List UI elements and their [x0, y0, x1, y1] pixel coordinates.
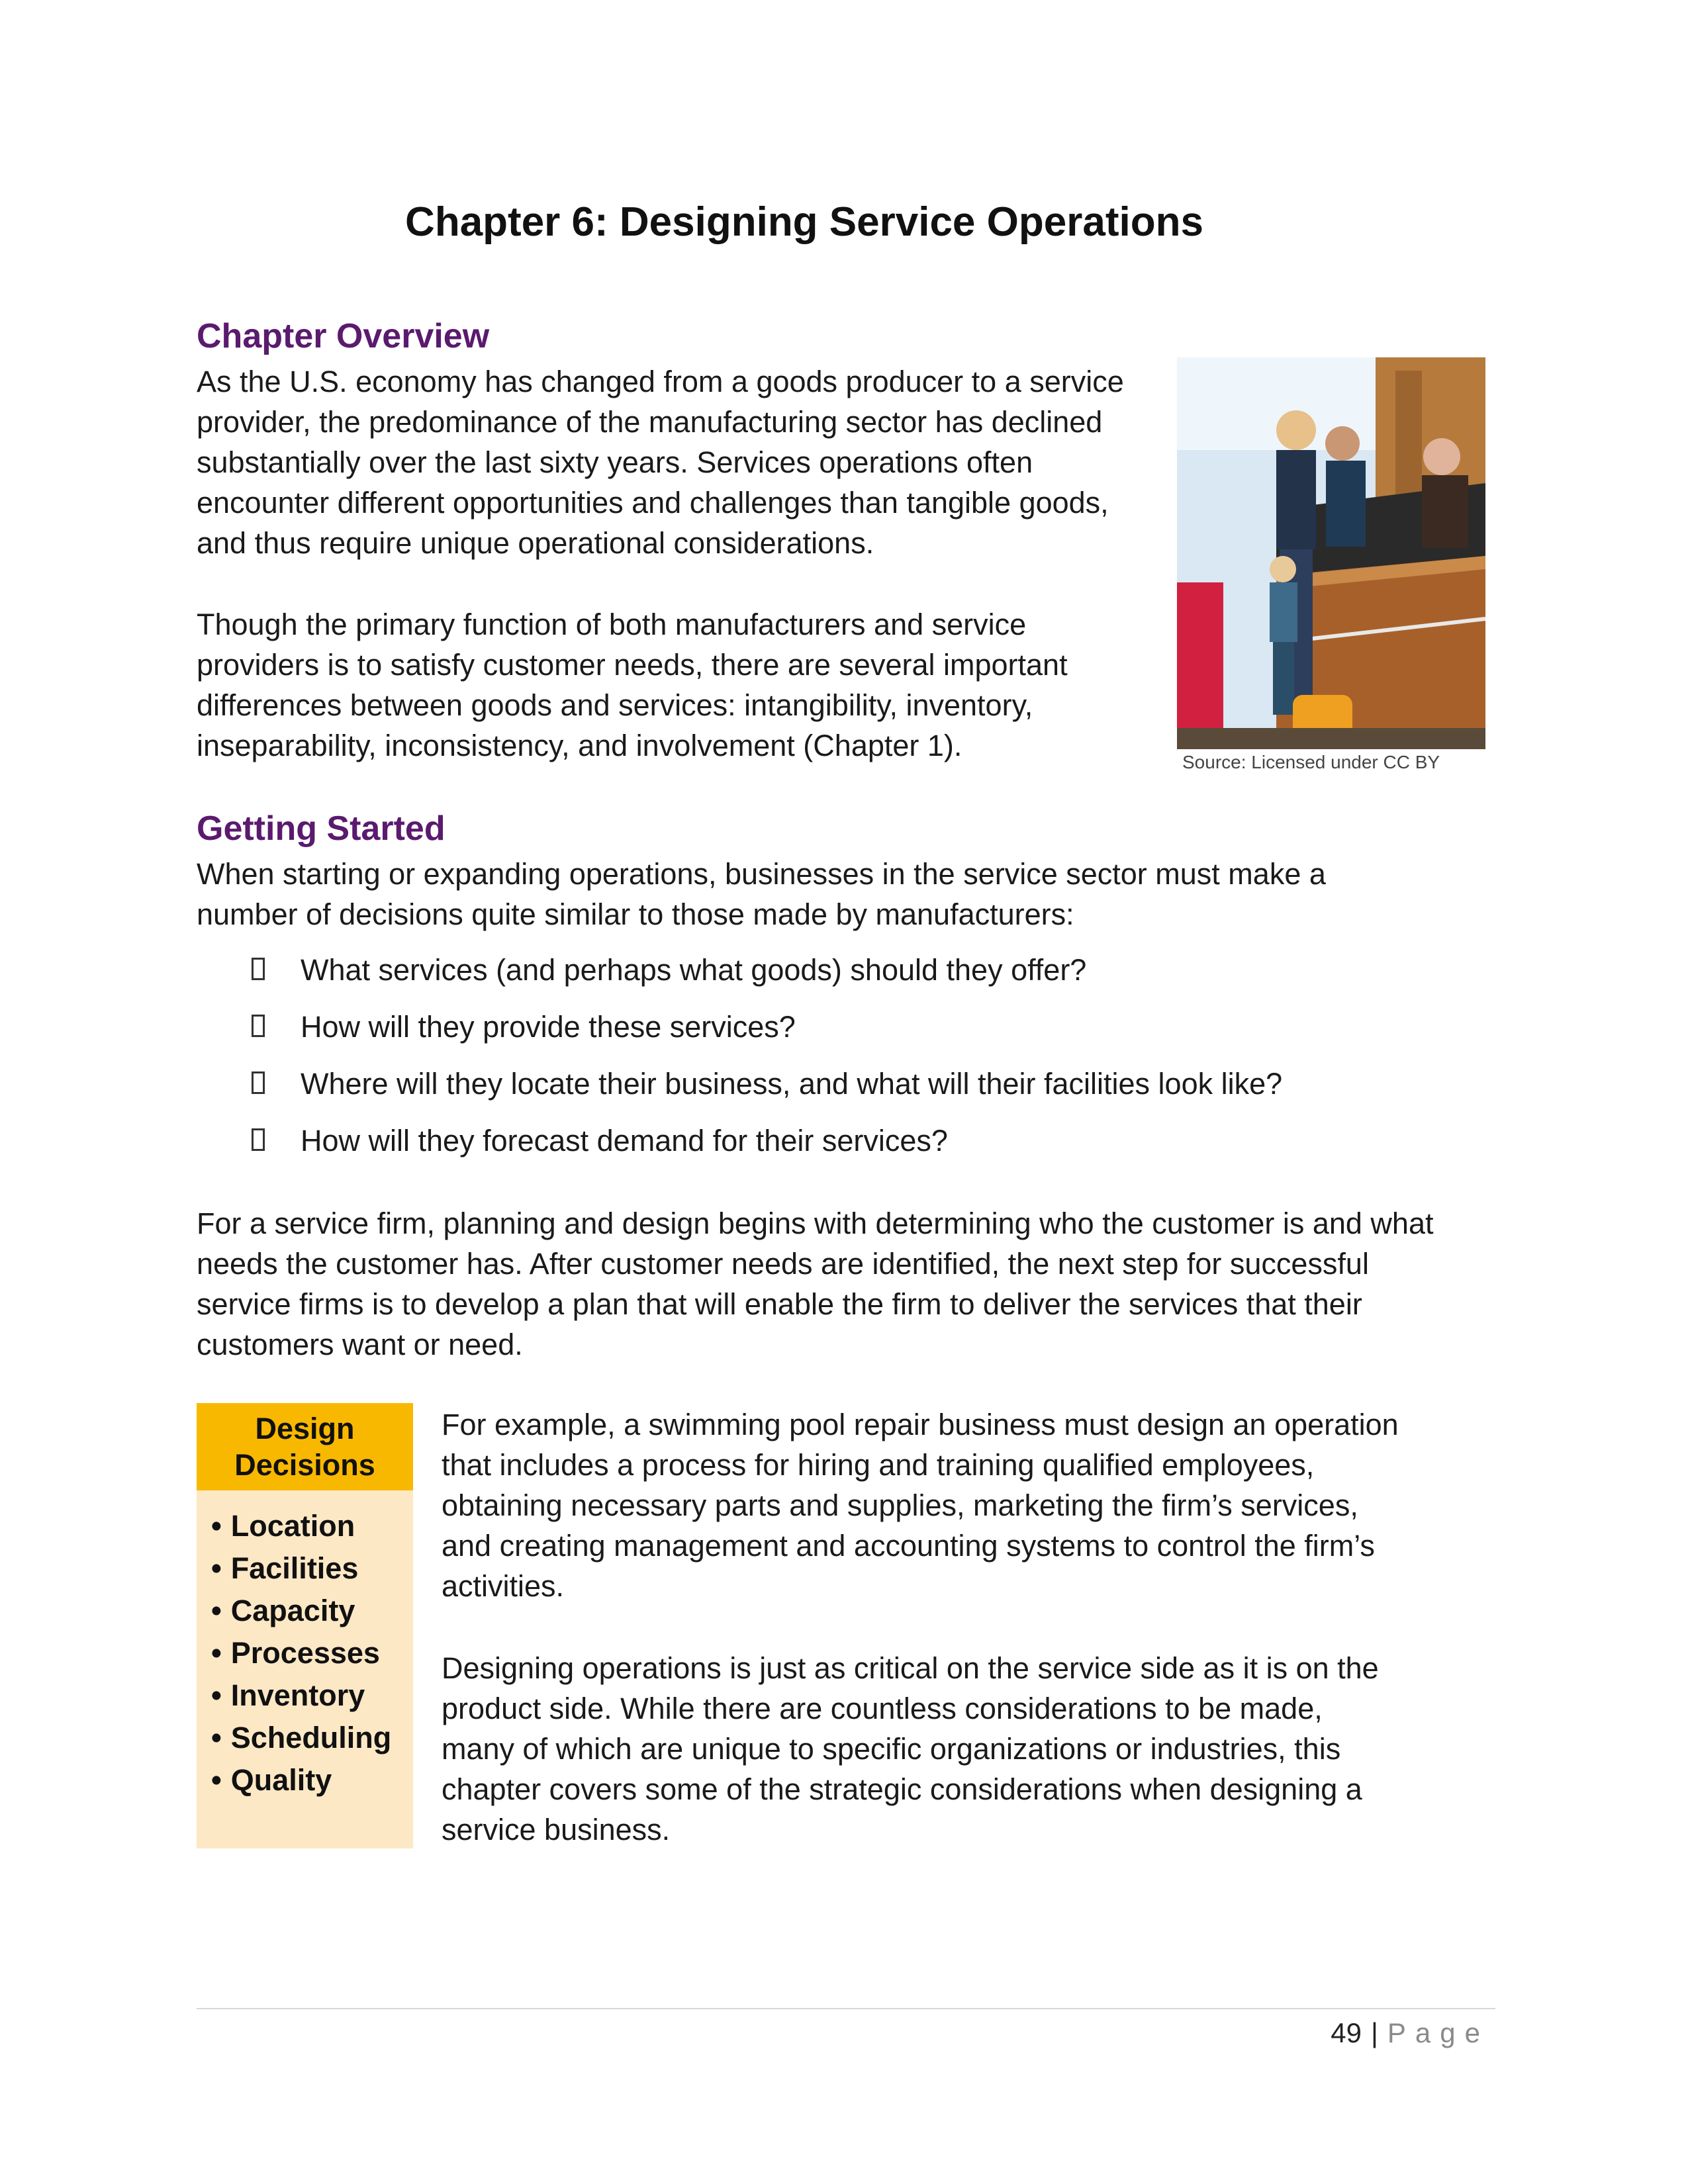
text-line: As the U.S. economy has changed from a goods producer to a service: [197, 365, 1124, 398]
page-title: Chapter 6: Designing Service Operations: [405, 199, 1203, 245]
list-item: [245, 1007, 1282, 1064]
text-line: chapter covers some of the strategic considerations when designing a: [442, 1772, 1362, 1806]
getting-started-heading: Getting Started: [197, 809, 445, 848]
list-item: [245, 1064, 1282, 1120]
text-line: obtaining necessary parts and supplies, marketing the firm’s services,: [442, 1488, 1358, 1522]
sidebar-item: • Location: [211, 1505, 413, 1547]
text-line: encounter different opportunities and challenges than tangible goods,: [197, 486, 1109, 520]
text-line: For a service firm, planning and design begins with determining who the customer is and what: [197, 1206, 1434, 1240]
photo-illustration: [1177, 357, 1485, 749]
page-label: Page: [1387, 2017, 1489, 2048]
design-decisions-sidebar: [197, 1403, 413, 1848]
text-line: Designing operations is just as critical on the service side as it is on the: [442, 1651, 1379, 1685]
bullet-box-icon: [252, 1015, 265, 1037]
footer-separator: |: [1370, 2017, 1378, 2048]
hotel-front-desk-photo: [1177, 357, 1485, 749]
text-line: substantially over the last sixty years. Services operations often: [197, 445, 1033, 479]
text-line: service business.: [442, 1813, 671, 1846]
text-line: service firms is to develop a plan that will enable the firm to deliver the services that their: [197, 1287, 1362, 1321]
getting-started-intro: [197, 854, 1454, 934]
list-item-text: What services (and perhaps what goods) should they offer?: [301, 953, 1087, 987]
sidebar-item: • Inventory: [211, 1674, 413, 1717]
sidebar-heading-line: Design: [255, 1412, 355, 1445]
text-line: product side. While there are countless considerations to be made,: [442, 1692, 1323, 1725]
sidebar-heading-line: Decisions: [234, 1448, 375, 1482]
text-line: that includes a process for hiring and training qualified employees,: [442, 1448, 1315, 1482]
sidebar-item: • Processes: [211, 1632, 413, 1674]
example-paragraph-2: [442, 1648, 1501, 1850]
text-line: For example, a swimming pool repair business must design an operation: [442, 1408, 1399, 1441]
text-line: number of decisions quite similar to those made by manufacturers:: [197, 897, 1074, 931]
sidebar-heading: [197, 1403, 413, 1490]
page-number: 49: [1331, 2017, 1362, 2048]
text-line: customers want or need.: [197, 1328, 523, 1361]
list-item: [245, 950, 1282, 1007]
bullet-box-icon: [252, 1128, 265, 1151]
example-paragraph-1: [442, 1404, 1501, 1606]
image-caption: Source: Licensed under CC BY: [1182, 752, 1440, 772]
bullet-box-icon: [252, 958, 265, 980]
list-item: [245, 1120, 1282, 1177]
sidebar-item: • Facilities: [211, 1547, 413, 1590]
service-firm-paragraph: [197, 1203, 1494, 1365]
text-line: activities.: [442, 1569, 565, 1603]
chapter-overview-heading: Chapter Overview: [197, 317, 490, 355]
overview-paragraph-2: [197, 604, 1163, 766]
sidebar-item: • Scheduling: [211, 1717, 413, 1759]
bullet-box-icon: [252, 1071, 265, 1094]
sidebar-item: • Quality: [211, 1759, 413, 1801]
text-line: and thus require unique operational considerations.: [197, 526, 874, 560]
text-line: and creating management and accounting systems to control the firm’s: [442, 1529, 1375, 1563]
list-item-text: How will they forecast demand for their services?: [301, 1124, 948, 1158]
list-item-text: Where will they locate their business, and what will their facilities look like?: [301, 1067, 1283, 1101]
text-line: many of which are unique to specific organizations or industries, this: [442, 1732, 1341, 1766]
text-line: providers is to satisfy customer needs, there are several important: [197, 648, 1068, 682]
decision-questions-list: [245, 950, 1282, 1177]
sidebar-item: • Capacity: [211, 1590, 413, 1632]
page-footer: [1331, 2017, 1489, 2049]
overview-paragraph-1: [197, 361, 1163, 563]
text-line: When starting or expanding operations, businesses in the service sector must make a: [197, 857, 1326, 891]
text-line: inseparability, inconsistency, and involvement (Chapter 1).: [197, 729, 962, 762]
text-line: differences between goods and services: intangibility, inventory,: [197, 688, 1033, 722]
text-line: needs the customer has. After customer needs are identified, the next step for successful: [197, 1247, 1369, 1281]
footer-divider: [197, 2008, 1495, 2009]
list-item-text: How will they provide these services?: [301, 1010, 796, 1044]
sidebar-list: [197, 1490, 413, 1801]
text-line: provider, the predominance of the manufacturing sector has declined: [197, 405, 1103, 439]
text-line: Though the primary function of both manufacturers and service: [197, 608, 1027, 641]
